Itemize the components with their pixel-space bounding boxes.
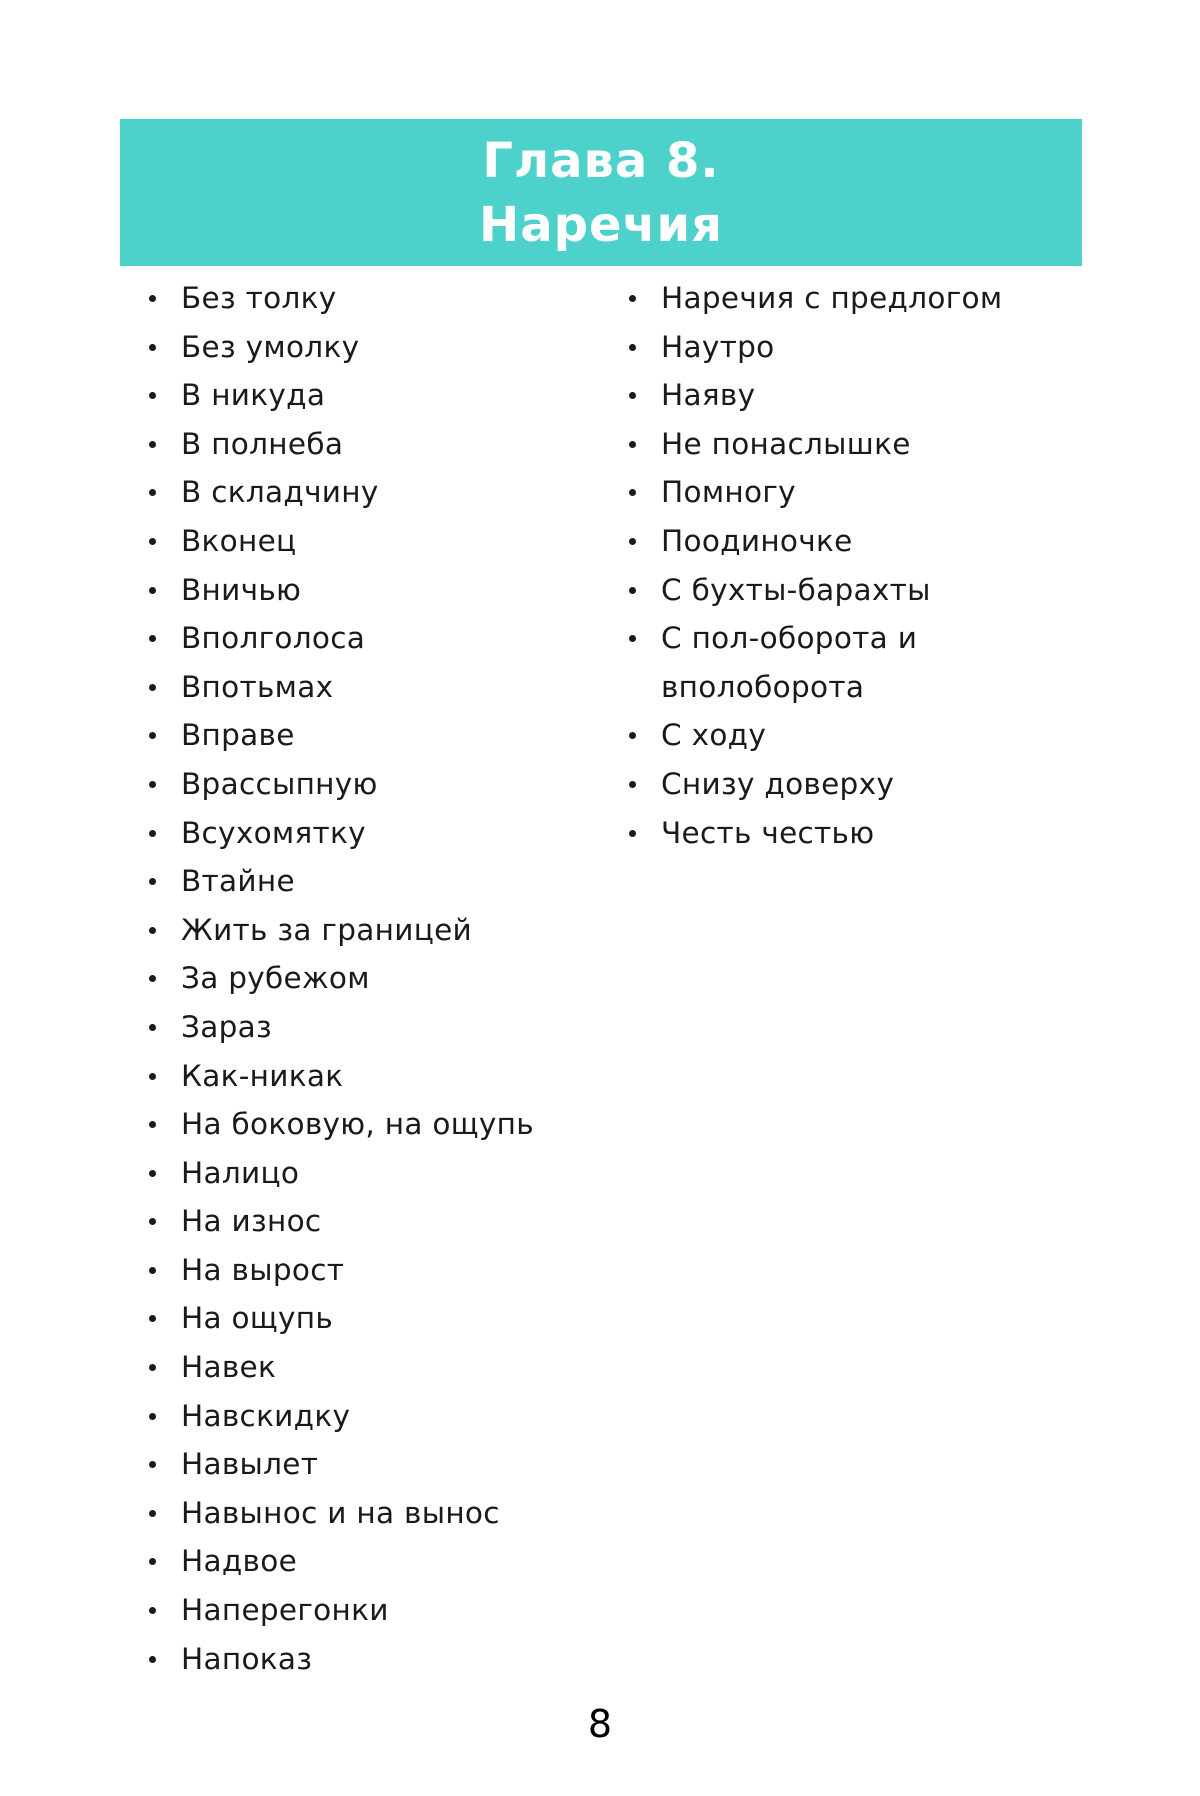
bullet-icon	[149, 1461, 156, 1468]
bullet-icon	[149, 1656, 156, 1663]
list-item: Без толку	[146, 274, 616, 323]
bullet-icon	[629, 732, 636, 739]
bullet-icon	[149, 295, 156, 302]
bullet-icon	[149, 1413, 156, 1420]
list-item: Поодиночке	[626, 517, 1086, 566]
bullet-icon	[149, 538, 156, 545]
bullet-icon	[629, 441, 636, 448]
list-item: На ощупь	[146, 1294, 616, 1343]
list-item: С пол-оборота и вполоборота	[626, 614, 1086, 711]
bullet-icon	[149, 344, 156, 351]
left-word-list	[146, 274, 616, 1683]
list-item: Наречия с предлогом	[626, 274, 1086, 323]
list-item: Надвое	[146, 1537, 616, 1586]
bullet-icon	[149, 878, 156, 885]
bullet-icon	[149, 1121, 156, 1128]
list-item: Втайне	[146, 857, 616, 906]
list-item: Помногу	[626, 468, 1086, 517]
list-item: Навскидку	[146, 1392, 616, 1441]
list-item: На вырост	[146, 1246, 616, 1295]
list-item: Вничью	[146, 566, 616, 615]
bullet-icon	[629, 635, 636, 642]
list-item: Наперегонки	[146, 1586, 616, 1635]
list-item: Налицо	[146, 1149, 616, 1198]
bullet-icon	[149, 635, 156, 642]
bullet-icon	[629, 344, 636, 351]
bullet-icon	[149, 1364, 156, 1371]
right-word-list	[626, 274, 1086, 857]
list-item: Впотьмах	[146, 663, 616, 712]
chapter-header	[120, 119, 1082, 266]
list-item: В складчину	[146, 468, 616, 517]
bullet-icon	[149, 489, 156, 496]
bullet-icon	[149, 1558, 156, 1565]
list-item: На боковую, на ощупь	[146, 1100, 616, 1149]
bullet-icon	[149, 781, 156, 788]
bullet-icon	[629, 392, 636, 399]
list-item: Наяву	[626, 371, 1086, 420]
list-item: Не понаслышке	[626, 420, 1086, 469]
list-item: Как-никак	[146, 1052, 616, 1101]
list-item: Всухомятку	[146, 809, 616, 858]
bullet-icon	[149, 830, 156, 837]
chapter-title: Глава 8.	[482, 132, 720, 189]
bullet-icon	[149, 392, 156, 399]
list-item: В никуда	[146, 371, 616, 420]
bullet-icon	[149, 927, 156, 934]
bullet-icon	[149, 1607, 156, 1614]
bullet-icon	[149, 684, 156, 691]
list-item: Вконец	[146, 517, 616, 566]
list-item: Вправе	[146, 711, 616, 760]
bullet-icon	[149, 1315, 156, 1322]
bullet-icon	[149, 1510, 156, 1517]
list-item: На износ	[146, 1197, 616, 1246]
list-item: Честь честью	[626, 809, 1086, 858]
bullet-icon	[629, 538, 636, 545]
list-item: За рубежом	[146, 954, 616, 1003]
list-item: Вполголоса	[146, 614, 616, 663]
list-item: Навылет	[146, 1440, 616, 1489]
bullet-icon	[149, 1024, 156, 1031]
list-item: Врассыпную	[146, 760, 616, 809]
bullet-icon	[149, 1170, 156, 1177]
bullet-icon	[149, 975, 156, 982]
bullet-icon	[629, 830, 636, 837]
page-number: 8	[587, 1702, 613, 1746]
bullet-icon	[629, 587, 636, 594]
list-item: Навек	[146, 1343, 616, 1392]
bullet-icon	[149, 1073, 156, 1080]
bullet-icon	[149, 1267, 156, 1274]
list-item: Без умолку	[146, 323, 616, 372]
list-item: С ходу	[626, 711, 1086, 760]
list-item: Жить за границей	[146, 906, 616, 955]
bullet-icon	[629, 295, 636, 302]
list-item: Зараз	[146, 1003, 616, 1052]
chapter-subtitle: Наречия	[479, 196, 723, 253]
bullet-icon	[149, 587, 156, 594]
bullet-icon	[149, 441, 156, 448]
list-item: Снизу доверху	[626, 760, 1086, 809]
bullet-icon	[149, 732, 156, 739]
list-item: Наутро	[626, 323, 1086, 372]
bullet-icon	[629, 781, 636, 788]
list-item: В полнеба	[146, 420, 616, 469]
list-item: Напоказ	[146, 1635, 616, 1684]
bullet-icon	[629, 489, 636, 496]
bullet-icon	[149, 1218, 156, 1225]
list-item: Навынос и на вынос	[146, 1489, 616, 1538]
list-item: С бухты-барахты	[626, 566, 1086, 615]
